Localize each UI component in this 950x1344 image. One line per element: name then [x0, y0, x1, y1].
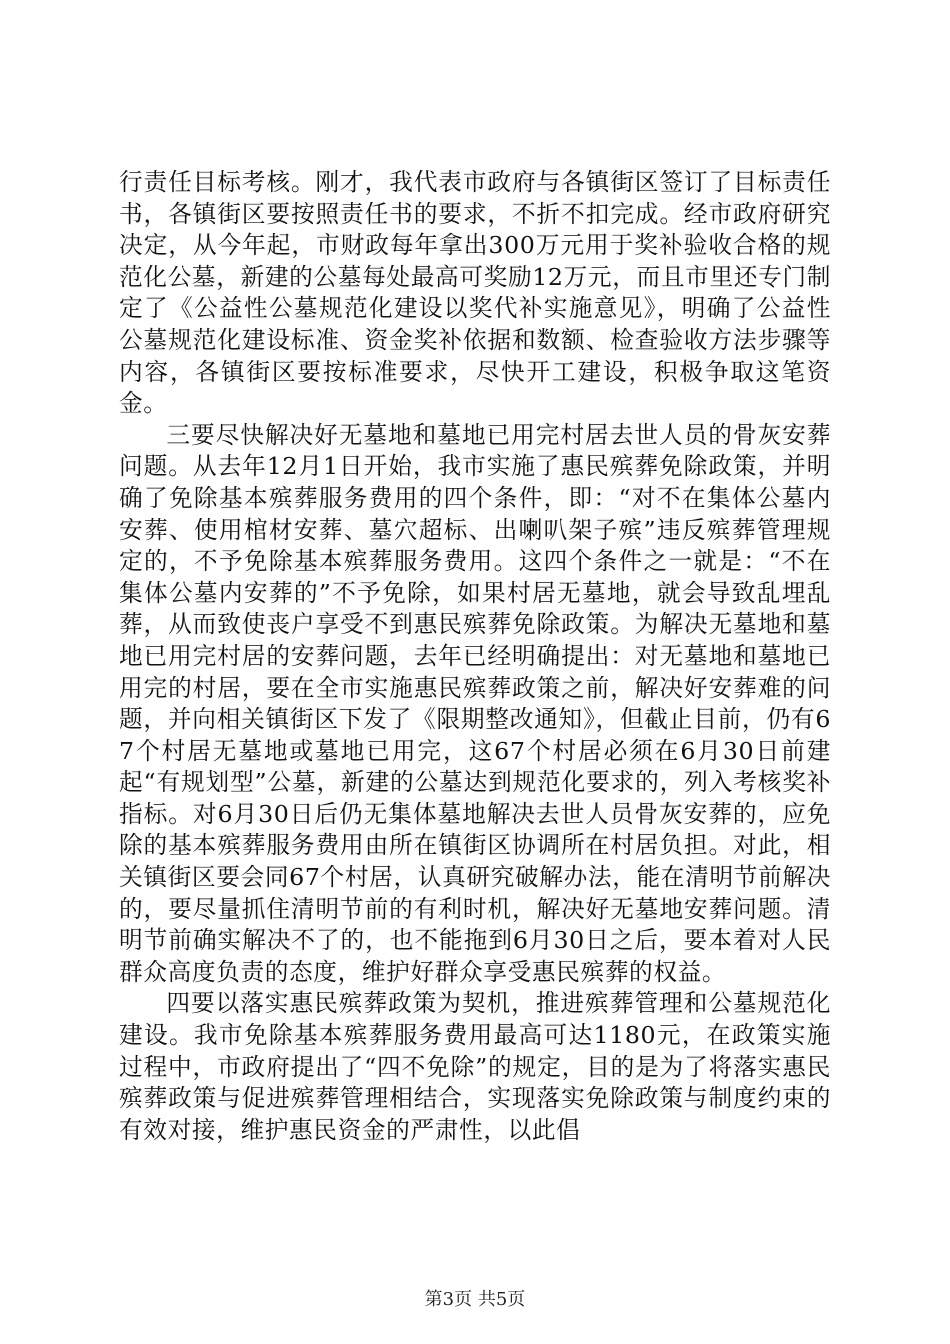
- paragraph-3: 四要以落实惠民殡葬政策为契机，推进殡葬管理和公墓规范化建设。我市免除基本殡葬服务费用最高可达1180元，在政策实施过程中，市政府提出了“四不免除”的规定，目的是为了将落实惠民殡葬政策与促进殡葬管理相结合，实现落实免除政策与制度约束的有效对接，维护惠民资金的严肃性，以此倡: [119, 989, 831, 1144]
- paragraph-1: 行责任目标考核。刚才，我代表市政府与各镇街区签订了目标责任书，各镇街区要按照责任书的要求，不折不扣完成。经市政府研究决定，从今年起，市财政每年拿出300万元用于奖补验收合格的规范化公墓，新建的公墓每处最高可奖励12万元，而且市里还专门制定了《公益性公墓规范化建设以奖代补实施意见》，明确了公益性公墓规范化建设标准、资金奖补依据和数额、检查验收方法步骤等内容，各镇街区要按标准要求，尽快开工建设，积极争取这笔资金。: [119, 168, 831, 418]
- document-body: [119, 167, 831, 1146]
- page-number-footer: 第3页 共5页: [424, 1289, 526, 1310]
- paragraph-2: 三要尽快解决好无墓地和墓地已用完村居去世人员的骨灰安葬问题。从去年12月1日开始，我市实施了惠民殡葬免除政策，并明确了免除基本殡葬服务费用的四个条件，即：“对不在集体公墓内安葬、使用棺材安葬、墓穴超标、出喇叭架子殡”违反殡葬管理规定的，不予免除基本殡葬服务费用。这四个条件之一就是：“不在集体公墓内安葬的”不予免除，如果村居无墓地，就会导致乱埋乱葬，从而致使丧户享受不到惠民殡葬免除政策。为解决无墓地和墓地已用完村居的安葬问题，去年已经明确提出：对无墓地和墓地已用完的村居，要在全市实施惠民殡葬政策之前，解决好安葬难的问题，并向相关镇街区下发了《限期整改通知》，但截止目前，仍有67个村居无墓地或墓地已用完，这67个村居必须在6月30日前建起“有规划型”公墓，新建的公墓达到规范化要求的，列入考核奖补指标。对6月30日后仍无集体墓地解决去世人员骨灰安葬的，应免除的基本殡葬服务费用由所在镇街区协调所在村居负担。对此，相关镇街区要会同67个村居，认真研究破解办法，能在清明节前解决的，要尽量抓住清明节前的有利时机，解决好无墓地安葬问题。清明节前确实解决不了的，也不能拖到6月30日之后，要本着对人民群众高度负责的态度，维护好群众享受惠民殡葬的权益。: [119, 420, 831, 986]
